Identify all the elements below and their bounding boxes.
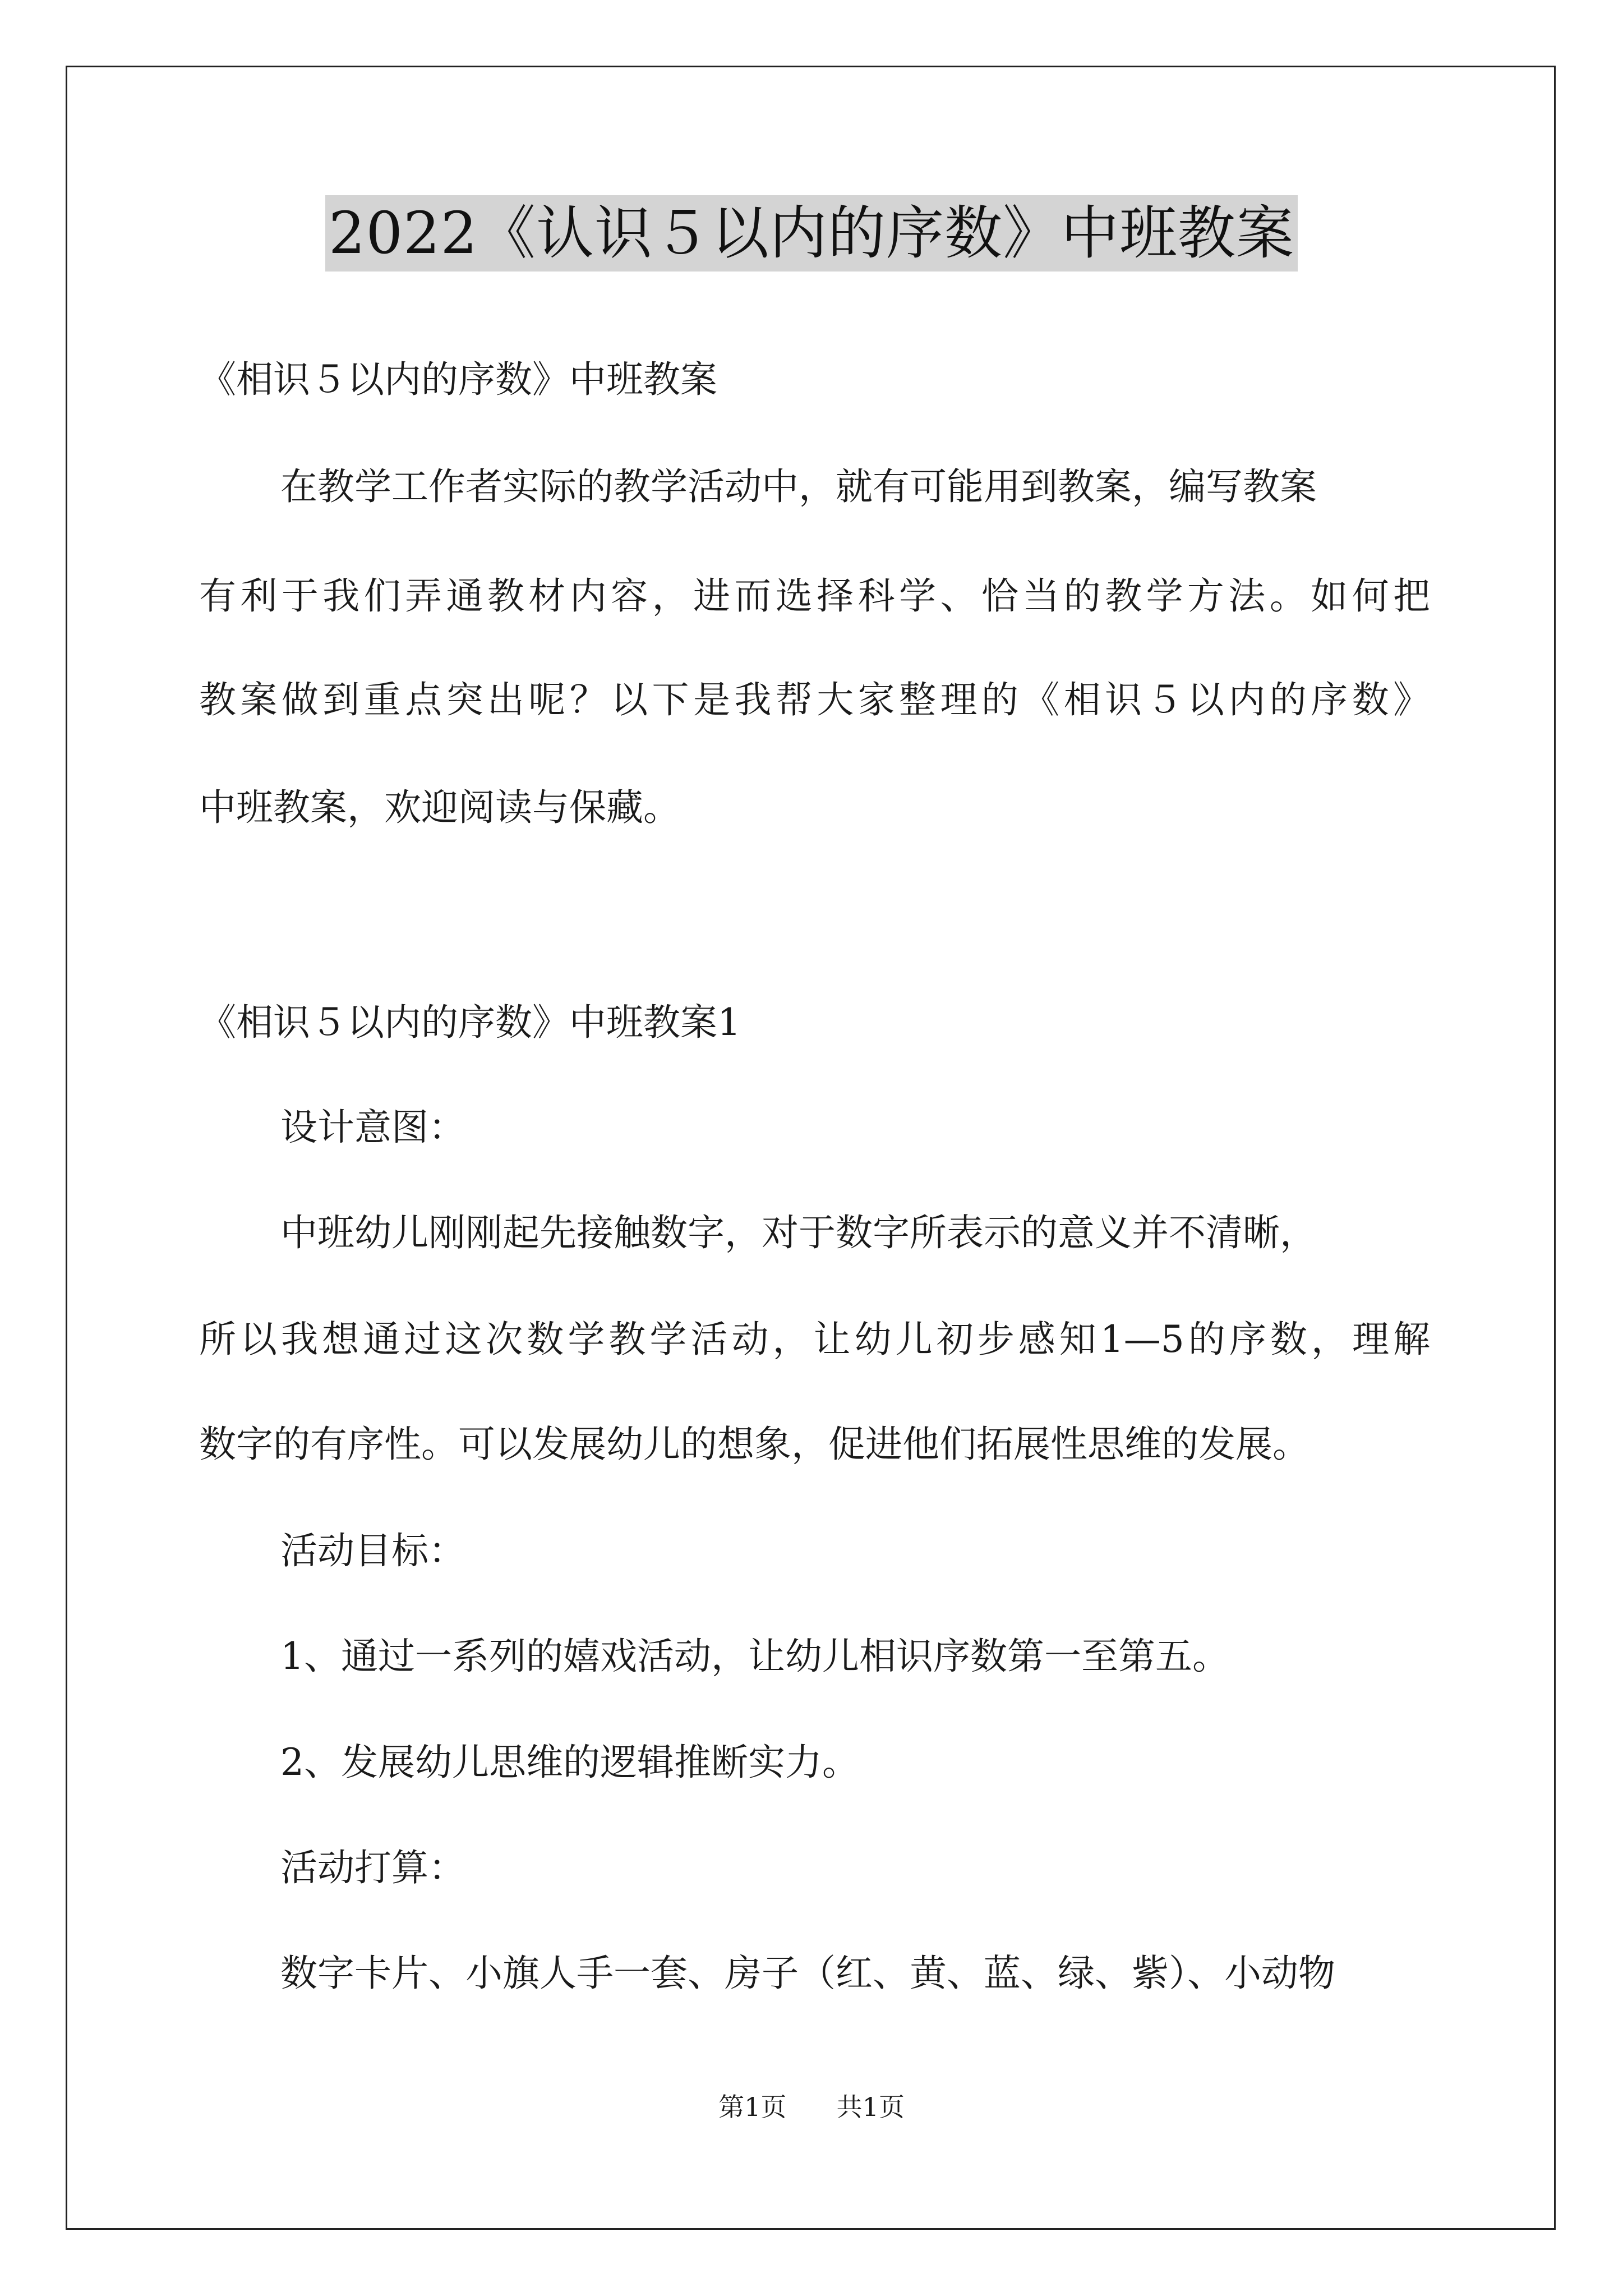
page-footer <box>0 2090 1623 2124</box>
paragraph-line: 教案做到重点突出呢？以下是我帮大家整理的《相识５以内的序数》 <box>199 678 1430 721</box>
subheading: 设计意图： <box>280 1106 465 1149</box>
subheading: 活动打算： <box>280 1846 465 1889</box>
paragraph-line: 数字卡片、小旗人手一套、房子（红、黄、蓝、绿、紫）、小动物 <box>280 1952 1335 1995</box>
list-item: 2、发展幼儿思维的逻辑推断实力。 <box>280 1741 859 1784</box>
paragraph-line: 在教学工作者实际的教学活动中，就有可能用到教案，编写教案 <box>280 465 1317 508</box>
section-heading: 《相识５以内的序数》中班教案 <box>199 358 717 401</box>
list-item: 1、通过一系列的嬉戏活动，让幼儿相识序数第一至第五。 <box>280 1635 1229 1678</box>
paragraph-line: 数字的有序性。可以发展幼儿的想象，促进他们拓展性思维的发展。 <box>199 1423 1310 1466</box>
paragraph-line: 中班幼儿刚刚起先接触数字，对于数字所表示的意义并不清晰， <box>280 1211 1317 1254</box>
subheading: 活动目标： <box>280 1529 465 1572</box>
title-container <box>0 195 1623 272</box>
document-title: 2022《认识５以内的序数》中班教案 <box>325 195 1298 272</box>
page-number-total: 共1页 <box>836 2092 905 2122</box>
page-number-current: 第1页 <box>718 2092 787 2122</box>
section-heading: 《相识５以内的序数》中班教案1 <box>199 1001 741 1044</box>
paragraph-line: 有利于我们弄通教材内容，进而选择科学、恰当的教学方法。如何把 <box>199 574 1430 618</box>
paragraph-line: 中班教案，欢迎阅读与保藏。 <box>199 786 680 829</box>
paragraph-line: 所以我想通过这次数学教学活动，让幼儿初步感知1—5的序数，理解 <box>199 1318 1430 1361</box>
